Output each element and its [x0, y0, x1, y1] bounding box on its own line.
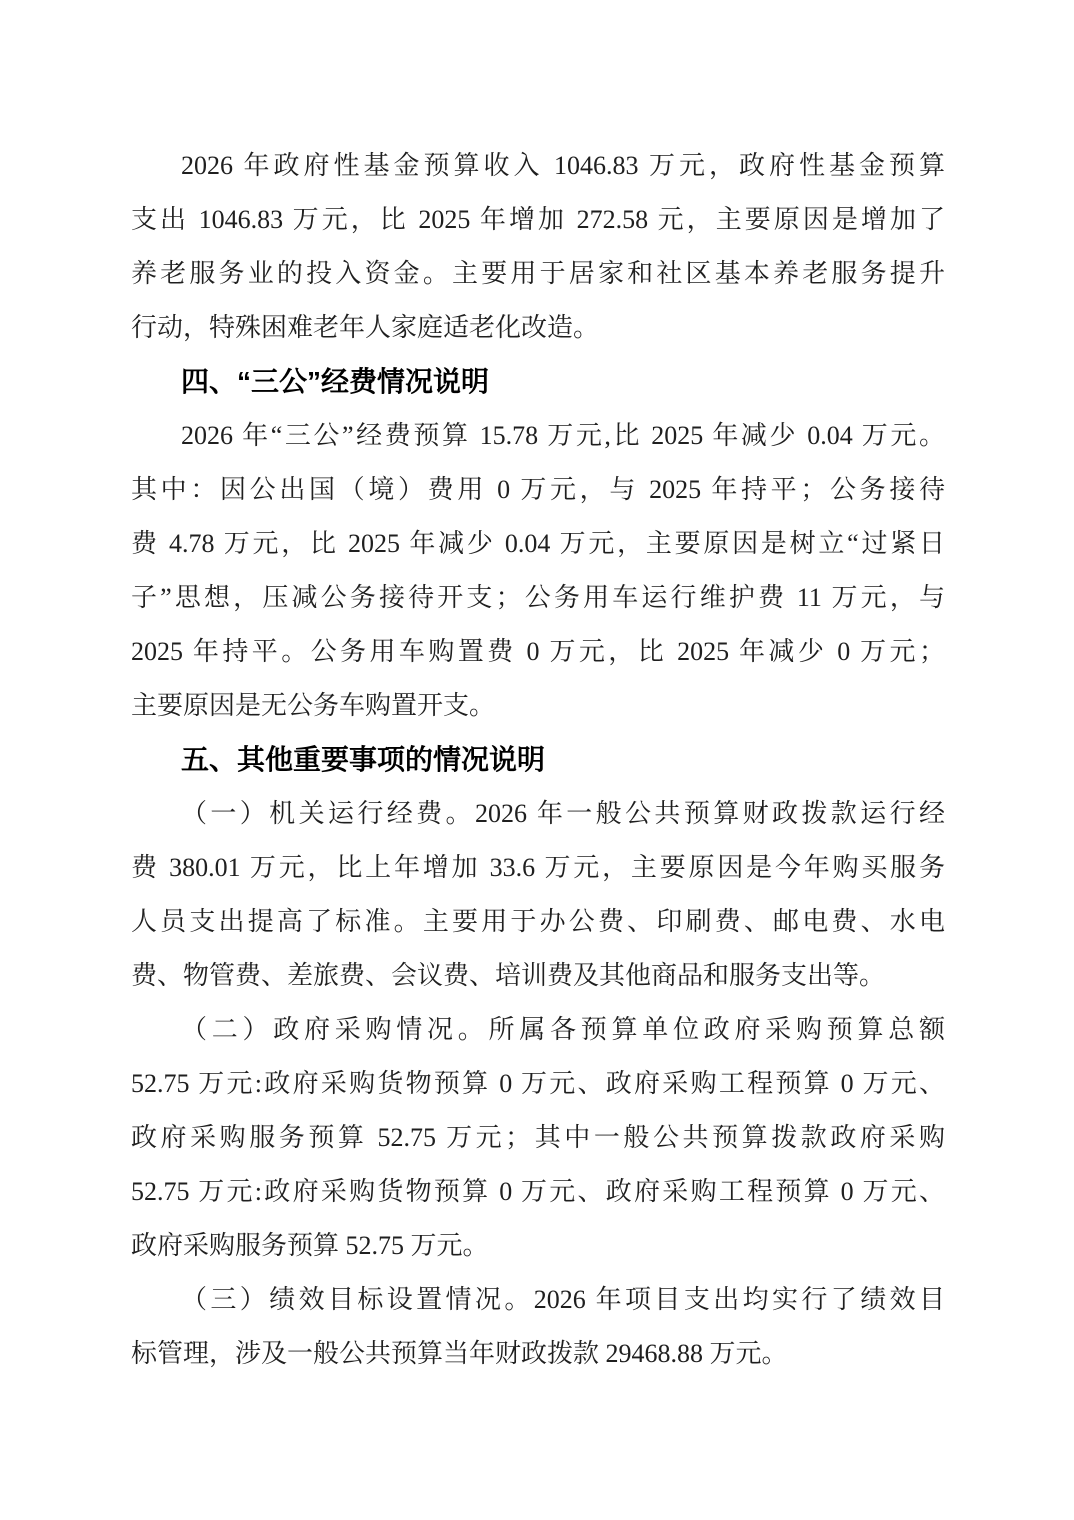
text-line: 养老服务业的投入资金。主要用于居家和社区基本养老服务提升 [131, 259, 945, 288]
text-line: 费、物管费、差旅费、会议费、培训费及其他商品和服务支出等。 [131, 961, 886, 990]
text-line: 其中：因公出国（境）费用 0 万元，与 2025 年持平；公务接待 [131, 475, 945, 504]
text-line: 费 380.01 万元，比上年增加 33.6 万元，主要原因是今年购买服务 [131, 853, 945, 882]
para-1-agency-operating-funds [131, 787, 945, 1003]
text-line: 2026 年政府性基金预算收入 1046.83 万元，政府性基金预算 [181, 151, 945, 180]
text-line: 行动，特殊困难老年人家庭适老化改造。 [131, 313, 600, 342]
para-three-public-expenses-detail [131, 409, 945, 733]
text-line: 费 4.78 万元，比 2025 年减少 0.04 万元，主要原因是树立“过紧日 [131, 529, 945, 558]
text-line: 标管理，涉及一般公共预算当年财政拨款 29468.88 万元。 [131, 1339, 788, 1368]
text-line: 2026 年“三公”经费预算 15.78 万元,比 2025 年减少 0.04 万元。 [181, 421, 945, 450]
text-line: （一）机关运行经费。2026 年一般公共预算财政拨款运行经 [181, 799, 945, 828]
text-line: （三）绩效目标设置情况。2026 年项目支出均实行了绩效目 [181, 1285, 945, 1314]
text-line: 人员支出提高了标准。主要用于办公费、印刷费、邮电费、水电 [131, 907, 945, 936]
text-line: 2025 年持平。公务用车购置费 0 万元，比 2025 年减少 0 万元； [131, 637, 945, 666]
text-line: 52.75 万元:政府采购货物预算 0 万元、政府采购工程预算 0 万元、 [131, 1177, 945, 1206]
text-line: 支出 1046.83 万元，比 2025 年增加 272.58 元，主要原因是增加了 [131, 205, 945, 234]
para-3-performance-targets [131, 1273, 945, 1381]
heading-section-5-other-important-matters: 五、其他重要事项的情况说明 [181, 744, 546, 775]
text-line: 政府采购服务预算 52.75 万元；其中一般公共预算拨款政府采购 [131, 1123, 945, 1152]
text-line: 政府采购服务预算 52.75 万元。 [131, 1231, 489, 1260]
document-body [131, 139, 945, 1381]
text-line: 52.75 万元:政府采购货物预算 0 万元、政府采购工程预算 0 万元、 [131, 1069, 945, 1098]
text-line: 子”思想，压减公务接待开支；公务用车运行维护费 11 万元，与 [131, 583, 945, 612]
para-government-fund-budget [131, 139, 945, 355]
text-line: （二）政府采购情况。所属各预算单位政府采购预算总额 [181, 1015, 945, 1044]
text-line: 主要原因是无公务车购置开支。 [131, 691, 496, 720]
para-2-government-procurement [131, 1003, 945, 1273]
heading-section-4-three-public-expenses: 四、“三公”经费情况说明 [181, 366, 490, 397]
